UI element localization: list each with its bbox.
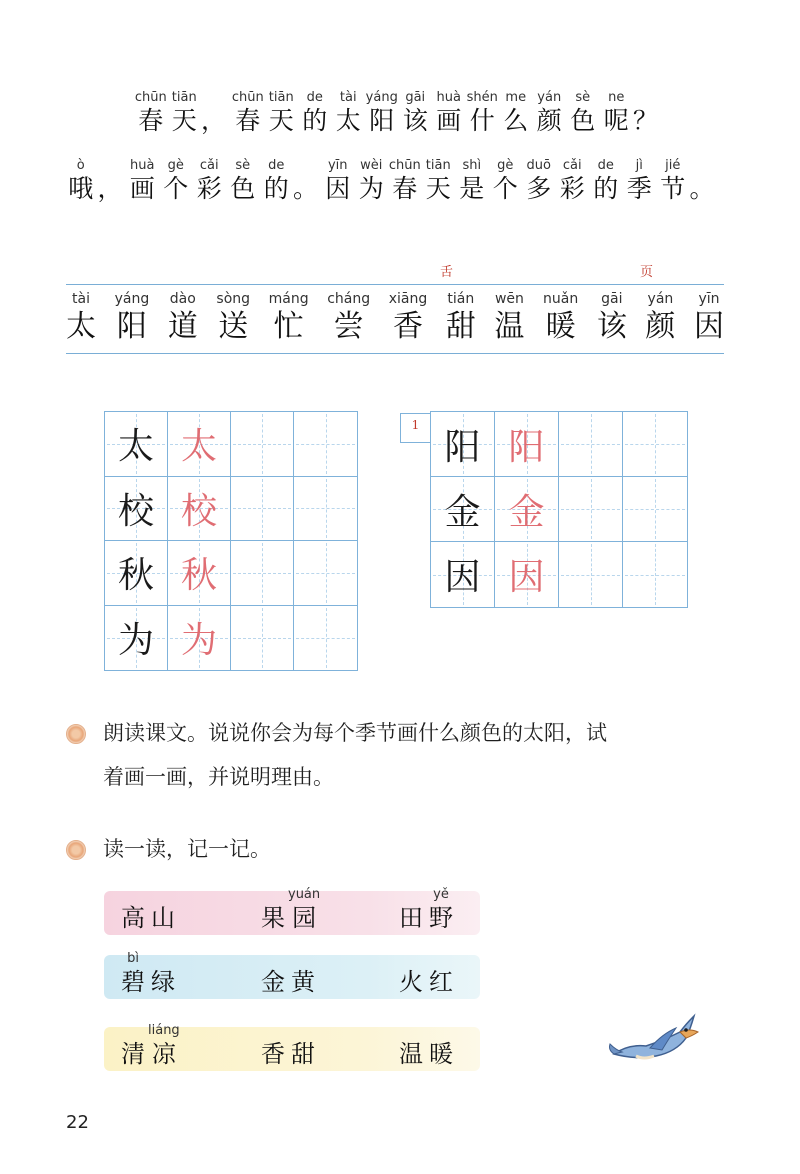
word-char (396, 1023, 426, 1069)
hanzi: 阳 (116, 309, 147, 344)
hanzi: 颜 (645, 309, 676, 344)
hanzi: 绿 (151, 968, 175, 996)
pinyin: de (597, 158, 614, 173)
poem-char (388, 158, 422, 204)
hanzi: 春 (392, 174, 418, 203)
poem-char (623, 158, 657, 204)
grid-tag: 1 (400, 413, 430, 443)
hanzi: 暖 (429, 1040, 453, 1068)
blank-practice-cell (294, 541, 357, 606)
hanzi: 香 (261, 1040, 285, 1068)
hanzi: 因 (694, 309, 724, 344)
pinyin: liáng (148, 1023, 180, 1038)
word-char (118, 1023, 148, 1069)
poem-char (159, 158, 193, 204)
exercise-bullet-icon (66, 724, 86, 744)
vocab-bottom-rule (66, 353, 724, 354)
word-char (148, 1023, 180, 1069)
model-char: 阳 (444, 426, 481, 468)
model-char-cell (431, 477, 495, 542)
vocab-char (66, 291, 96, 347)
model-char: 校 (117, 490, 154, 532)
blank-practice-cell (294, 477, 357, 542)
hanzi: 甜 (445, 309, 476, 344)
hanzi: 黄 (291, 968, 315, 996)
page-number: 22 (66, 1112, 89, 1133)
hanzi: 节 (660, 174, 686, 203)
poem-char (499, 90, 533, 136)
poem-char (466, 90, 500, 136)
hanzi: 田 (399, 904, 423, 932)
pinyin: duō (526, 158, 551, 173)
pinyin: ò (76, 158, 85, 173)
poem-char (64, 158, 98, 204)
word-item (118, 887, 178, 933)
trace-char-cell (495, 477, 559, 542)
poem-char (422, 158, 456, 204)
hanzi: 道 (167, 309, 198, 344)
hanzi: 凉 (151, 1040, 176, 1068)
blank-practice-cell (231, 412, 294, 477)
poem-line-1 (134, 90, 663, 136)
vocab-char (269, 291, 309, 347)
hanzi: 呢 (603, 106, 629, 135)
hanzi: 的 (263, 174, 289, 203)
word-char (426, 1023, 456, 1069)
trace-char: 校 (180, 490, 217, 532)
pinyin: tài (72, 291, 90, 307)
trace-char-cell (168, 412, 231, 477)
word-char (288, 887, 320, 933)
trace-char: 金 (508, 491, 545, 533)
punctuation: ？ (633, 106, 659, 135)
model-char: 金 (444, 491, 481, 533)
hanzi: 个 (492, 174, 518, 203)
hanzi: 山 (151, 904, 175, 932)
pinyin: wèi (360, 158, 383, 173)
poem-char (226, 158, 260, 204)
pinyin: yuán (288, 887, 321, 902)
trace-char-cell (168, 541, 231, 606)
pinyin: huà (130, 158, 155, 173)
hanzi: 送 (218, 309, 249, 344)
model-char: 太 (117, 426, 154, 468)
blank-practice-cell (559, 542, 623, 607)
pinyin: yáng (365, 90, 398, 105)
hanzi: 什 (469, 106, 495, 135)
vocab-char (446, 291, 476, 347)
poem-char (265, 90, 299, 136)
pinyin: ne (608, 90, 625, 105)
model-char: 因 (444, 557, 481, 598)
blank-practice-cell (623, 412, 687, 477)
pinyin: tài (339, 90, 357, 105)
hanzi: 的 (302, 106, 328, 135)
blank-practice-cell (231, 477, 294, 542)
word-char (258, 887, 288, 933)
blank-practice-cell (623, 542, 687, 607)
pinyin: gāi (601, 291, 623, 307)
hanzi: 温 (399, 1040, 423, 1068)
pinyin: gāi (405, 90, 426, 105)
punctuation: 。 (689, 174, 715, 203)
hanzi: 哦 (68, 174, 94, 203)
hanzi: 画 (129, 174, 155, 203)
word-char (288, 1023, 318, 1069)
writing-grid-right (430, 411, 688, 608)
hanzi: 的 (593, 174, 619, 203)
hanzi: 太 (66, 309, 96, 344)
model-char-cell (431, 542, 495, 607)
hanzi: 颜 (536, 106, 562, 135)
vocab-char (389, 291, 428, 347)
hanzi: 金 (261, 968, 285, 996)
poem-char (260, 158, 294, 204)
pinyin: sè (575, 90, 591, 105)
hanzi: 太 (335, 106, 361, 135)
pinyin: huà (436, 90, 461, 105)
hanzi: 高 (121, 904, 145, 932)
pinyin: wēn (494, 291, 524, 307)
bird-illustration-icon (606, 1010, 702, 1066)
word-char (396, 887, 426, 933)
vocab-char (327, 291, 370, 347)
trace-char: 秋 (180, 555, 217, 597)
trace-char-cell (495, 412, 559, 477)
model-char-cell (105, 541, 168, 606)
poem-char (126, 158, 160, 204)
hanzi: 甜 (291, 1040, 315, 1068)
hanzi: 个 (163, 174, 189, 203)
poem-line-2 (64, 158, 718, 204)
hanzi: 么 (503, 106, 529, 135)
hanzi: 阳 (369, 106, 395, 135)
pinyin: cháng (327, 291, 371, 307)
hanzi: 清 (121, 1040, 145, 1068)
word-char (148, 951, 178, 997)
pinyin: chūn (231, 90, 264, 105)
blank-practice-cell (559, 477, 623, 542)
exercise-1-line2: 着画一画，并说明理由。 (103, 765, 334, 789)
pinyin: cǎi (199, 158, 219, 173)
pinyin: xiāng (388, 291, 428, 307)
hanzi: 天 (425, 174, 451, 203)
pinyin: de (268, 158, 285, 173)
word-item (396, 951, 456, 997)
vocab-char (543, 291, 578, 347)
word-char (118, 887, 148, 933)
trace-char: 太 (180, 426, 217, 468)
model-char-cell (431, 412, 495, 477)
vocab-char (494, 291, 524, 347)
word-item (258, 887, 320, 933)
hanzi: 彩 (196, 174, 222, 203)
vocab-char (597, 291, 627, 347)
word-char (288, 951, 318, 997)
pinyin: sòng (216, 291, 251, 307)
poem-char (533, 90, 567, 136)
poem-char (193, 158, 227, 204)
poem-char (231, 90, 265, 136)
hanzi: 画 (436, 106, 462, 135)
hanzi: 是 (459, 174, 485, 203)
punctuation: ， (201, 106, 227, 135)
blank-practice-cell (623, 477, 687, 542)
model-char: 为 (117, 620, 154, 662)
blank-practice-cell (294, 606, 357, 671)
hanzi: 色 (570, 106, 596, 135)
word-item (396, 1023, 456, 1069)
vocab-top-rule (66, 284, 724, 285)
pinyin: tiān (171, 90, 197, 105)
trace-char: 阳 (508, 426, 545, 468)
hanzi: 尝 (333, 309, 364, 344)
poem-char (566, 90, 600, 136)
hanzi: 多 (526, 174, 552, 203)
punctuation: ， (97, 174, 123, 203)
model-char: 秋 (117, 555, 154, 597)
poem-char (522, 158, 556, 204)
radical-hint-tian: 舌 (440, 265, 454, 280)
pinyin: chūn (134, 90, 167, 105)
poem-char (589, 158, 623, 204)
pinyin: yáng (114, 291, 150, 307)
trace-char: 为 (180, 620, 217, 662)
pinyin: tiān (425, 158, 451, 173)
hanzi: 温 (494, 309, 525, 344)
pinyin: gè (497, 158, 514, 173)
poem-char (321, 158, 355, 204)
word-char (148, 887, 178, 933)
blank-practice-cell (559, 412, 623, 477)
hanzi: 香 (392, 309, 423, 344)
word-char (426, 887, 456, 933)
trace-char-cell (495, 542, 559, 607)
pinyin: yīn (327, 158, 348, 173)
poem-char (656, 158, 690, 204)
blank-practice-cell (231, 606, 294, 671)
pinyin: nuǎn (543, 291, 579, 307)
pinyin: me (505, 90, 527, 105)
poem-char (168, 90, 202, 136)
radical-hint-yan: 页 (640, 265, 654, 280)
model-char-cell (105, 606, 168, 671)
hanzi: 该 (402, 106, 428, 135)
word-item (118, 951, 178, 997)
hanzi: 该 (596, 309, 627, 344)
poem-char (489, 158, 523, 204)
exercise-2-line1: 读一读，记一记。 (103, 837, 271, 861)
hanzi: 红 (429, 968, 453, 996)
pinyin: jì (635, 158, 643, 173)
word-item (396, 887, 456, 933)
blank-practice-cell (231, 541, 294, 606)
model-char-cell (105, 477, 168, 542)
poem-char (399, 90, 433, 136)
pinyin: dào (169, 291, 196, 307)
poem-char (600, 90, 634, 136)
hanzi: 天 (171, 106, 197, 135)
trace-char-cell (168, 606, 231, 671)
hanzi: 色 (230, 174, 256, 203)
word-char (258, 951, 288, 997)
hanzi: 火 (399, 968, 423, 996)
exercise-1-line1: 朗读课文。说说你会为每个季节画什么颜色的太阳，试 (103, 721, 607, 745)
writing-grid-left (104, 411, 358, 671)
hanzi: 园 (292, 904, 317, 932)
word-char (258, 1023, 288, 1069)
pinyin: chūn (388, 158, 421, 173)
pinyin: tiān (268, 90, 294, 105)
pinyin: yán (537, 90, 562, 105)
exercise-bullet-icon (66, 840, 86, 860)
blank-practice-cell (294, 412, 357, 477)
pinyin: de (306, 90, 323, 105)
poem-char (455, 158, 489, 204)
hanzi: 果 (261, 904, 285, 932)
word-item (258, 951, 318, 997)
word-item (258, 1023, 318, 1069)
word-char (118, 951, 148, 997)
poem-char (432, 90, 466, 136)
poem-char (332, 90, 366, 136)
poem-char (556, 158, 590, 204)
vocab-char (115, 291, 150, 347)
poem-char (355, 158, 389, 204)
hanzi: 天 (268, 106, 294, 135)
trace-char: 因 (508, 557, 545, 598)
vocab-list (66, 291, 724, 347)
pinyin: jié (665, 158, 681, 173)
pinyin: tián (447, 291, 475, 307)
pinyin: shì (462, 158, 482, 173)
pinyin: cǎi (562, 158, 582, 173)
hanzi: 季 (626, 174, 652, 203)
poem-char (365, 90, 399, 136)
hanzi: 彩 (559, 174, 585, 203)
hanzi: 春 (138, 106, 164, 135)
word-char (396, 951, 426, 997)
word-char (426, 951, 456, 997)
poem-char (134, 90, 168, 136)
pinyin: sè (235, 158, 251, 173)
punctuation: 。 (293, 174, 319, 203)
hanzi: 暖 (545, 309, 576, 344)
hanzi: 忙 (273, 309, 304, 344)
hanzi: 春 (235, 106, 261, 135)
pinyin: shén (466, 90, 498, 105)
vocab-char (168, 291, 198, 347)
pinyin: máng (268, 291, 309, 307)
hanzi: 碧 (121, 968, 145, 996)
vocab-char (694, 291, 724, 347)
hanzi: 为 (358, 174, 384, 203)
trace-char-cell (168, 477, 231, 542)
hanzi: 因 (325, 174, 351, 203)
hanzi: 野 (429, 904, 453, 932)
pinyin: yán (647, 291, 674, 307)
poem-char (298, 90, 332, 136)
vocab-char (216, 291, 250, 347)
word-item (118, 1023, 180, 1069)
pinyin: yīn (698, 291, 720, 307)
vocab-char (645, 291, 675, 347)
pinyin: bì (127, 951, 139, 966)
pinyin: gè (167, 158, 184, 173)
model-char-cell (105, 412, 168, 477)
pinyin: yě (433, 887, 449, 902)
